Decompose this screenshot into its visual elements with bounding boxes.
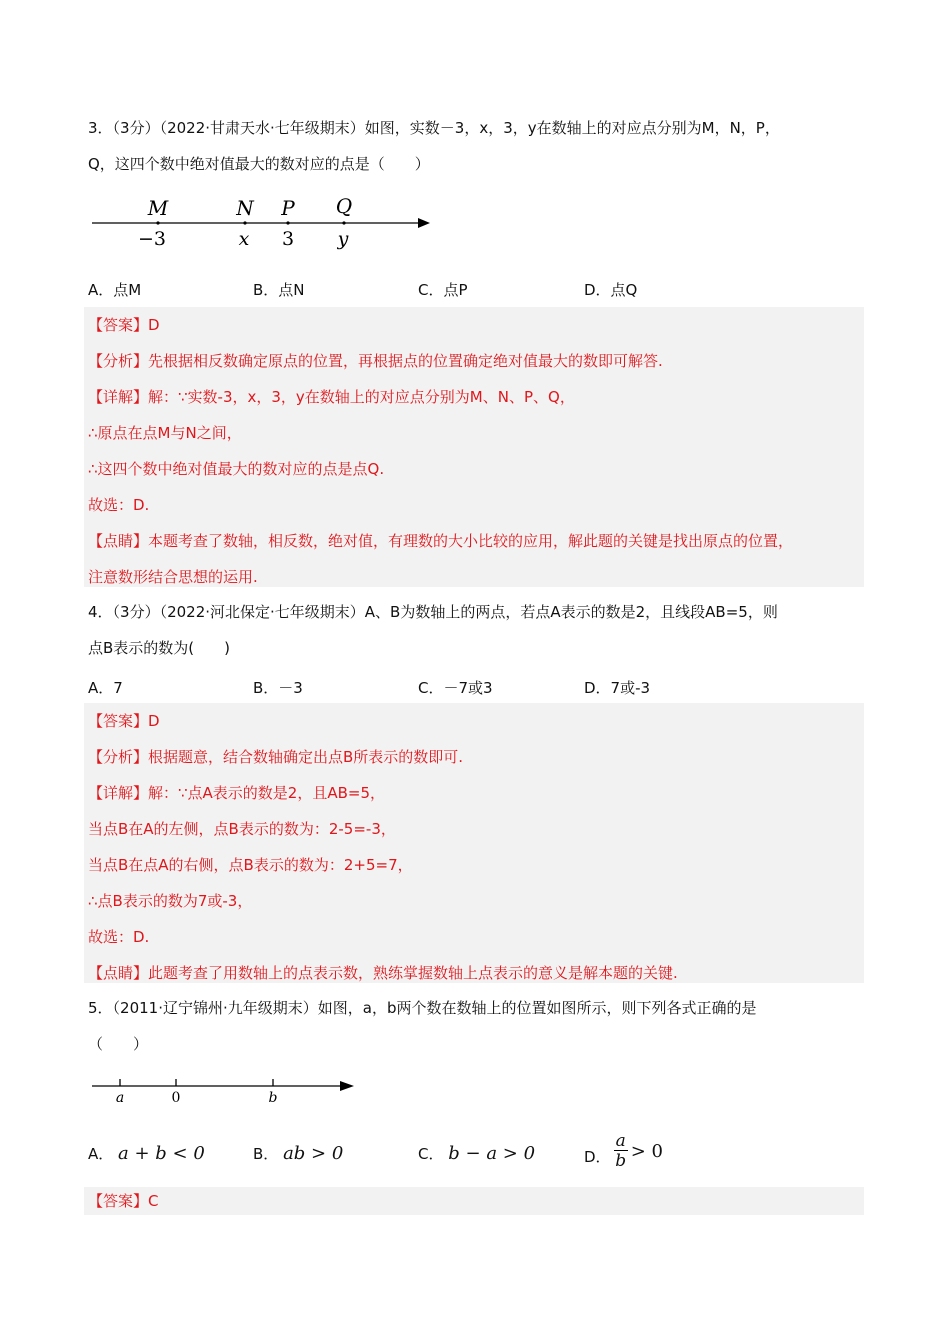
q5-answer: 【答案】C bbox=[88, 1192, 159, 1210]
q4-choice: 故选：D. bbox=[88, 928, 150, 946]
q5-option-a-expr: a + b < 0 bbox=[118, 1143, 205, 1164]
axis-arrow bbox=[418, 218, 430, 228]
axis-arrow bbox=[340, 1081, 354, 1091]
q3-detail-3: ∴这四个数中绝对值最大的数对应的点是点Q. bbox=[88, 460, 385, 478]
q4-line1: 4．（3分）（2022·河北保定·七年级期末）A、B为数轴上的两点，若点A表示的数是2，且线段AB=5，则 bbox=[88, 603, 778, 621]
q5-option-d-relation: > 0 bbox=[630, 1141, 663, 1162]
q5-stem bbox=[88, 990, 868, 1062]
label-x: x bbox=[238, 228, 250, 250]
label-a: a bbox=[115, 1090, 125, 1106]
q3-stem bbox=[88, 110, 868, 182]
q4-option-b[interactable]: B．－3 bbox=[253, 679, 303, 697]
q5-option-b-expr: ab > 0 bbox=[283, 1143, 344, 1164]
q4-stem bbox=[88, 594, 868, 666]
q5-option-d-denominator: b bbox=[615, 1151, 627, 1171]
q4-option-a[interactable]: A．7 bbox=[88, 679, 123, 697]
q5-option-a-label: A． bbox=[88, 1145, 114, 1163]
q3-comment-2: 注意数形结合思想的运用. bbox=[88, 568, 258, 586]
q3-option-a[interactable]: A．点M bbox=[88, 281, 142, 299]
q5-line1: 5．（2011·辽宁锦州·九年级期末）如图，a，b两个数在数轴上的位置如图所示，则下列各式正确的是 bbox=[88, 999, 757, 1017]
q3-detail-2: ∴原点在点M与N之间， bbox=[88, 424, 242, 442]
q3-option-b[interactable]: B．点N bbox=[253, 281, 305, 299]
label-0: 0 bbox=[171, 1090, 181, 1106]
q3-detail: 【详解】解：∵实数-3，x，3，y在数轴上的对应点分别为M、N、P、Q， bbox=[88, 388, 575, 406]
q3-number-line bbox=[88, 190, 438, 252]
q4-line2: 点B表示的数为( ) bbox=[88, 639, 230, 657]
q3-line1: 3．（3分）（2022·甘肃天水·七年级期末）如图，实数－3，x，3，y在数轴上的对应点分别为M，N，P， bbox=[88, 119, 780, 137]
q4-detail-3: 当点B在点A的右侧，点B表示的数为：2+5=7， bbox=[88, 856, 413, 874]
q4-analysis: 【分析】根据题意，结合数轴确定出点B所表示的数即可. bbox=[88, 748, 464, 766]
tick-M bbox=[156, 221, 159, 224]
q3-option-d[interactable]: D．点Q bbox=[584, 281, 638, 299]
q3-answer-box bbox=[84, 307, 864, 587]
tick-Q bbox=[342, 221, 345, 224]
q3-answer: 【答案】D bbox=[88, 316, 160, 334]
q5-option-c[interactable] bbox=[418, 1143, 535, 1164]
q5-option-b[interactable] bbox=[253, 1143, 343, 1164]
q4-detail: 【详解】解：∵点A表示的数是2，且AB=5， bbox=[88, 784, 386, 802]
q5-line2: （ ） bbox=[88, 1035, 149, 1053]
q4-detail-2: 当点B在A的左侧，点B表示的数为：2-5=-3， bbox=[88, 820, 396, 838]
tick-N bbox=[243, 221, 246, 224]
q5-option-d[interactable] bbox=[584, 1132, 663, 1171]
q5-option-c-label: C． bbox=[418, 1145, 444, 1163]
label-Q: Q bbox=[335, 194, 353, 218]
q4-option-d[interactable]: D．7或-3 bbox=[584, 679, 651, 697]
q3-analysis: 【分析】先根据相反数确定原点的位置，再根据点的位置确定绝对值最大的数即可解答. bbox=[88, 352, 663, 370]
label-N: N bbox=[236, 196, 254, 220]
q5-option-b-label: B． bbox=[253, 1145, 279, 1163]
q4-detail-4: ∴点B表示的数为7或-3， bbox=[88, 892, 253, 910]
q5-number-line bbox=[88, 1072, 360, 1108]
label-y: y bbox=[337, 228, 349, 250]
label-M: M bbox=[147, 196, 169, 220]
q5-option-c-expr: b − a > 0 bbox=[448, 1143, 536, 1164]
q5-option-d-numerator: a bbox=[615, 1131, 626, 1151]
label-b: b bbox=[268, 1090, 278, 1106]
q4-option-c[interactable]: C．－7或3 bbox=[418, 679, 493, 697]
label-P: P bbox=[281, 196, 295, 220]
q5-option-d-fraction bbox=[614, 1132, 628, 1171]
q3-comment: 【点睛】本题考查了数轴，相反数，绝对值，有理数的大小比较的应用，解此题的关键是找出原点的位置， bbox=[88, 532, 794, 550]
label-minus3: −3 bbox=[137, 228, 167, 250]
tick-P bbox=[286, 221, 289, 224]
label-3: 3 bbox=[281, 228, 295, 250]
q5-option-a[interactable] bbox=[88, 1143, 205, 1164]
q5-option-d-label: D． bbox=[584, 1148, 611, 1166]
q3-line2: Q，这四个数中绝对值最大的数对应的点是（ ） bbox=[88, 155, 430, 173]
q4-answer: 【答案】D bbox=[88, 712, 160, 730]
q3-choice: 故选：D. bbox=[88, 496, 150, 514]
q4-answer-box bbox=[84, 703, 864, 983]
q5-answer-box bbox=[84, 1187, 864, 1215]
q4-comment: 【点睛】此题考查了用数轴上的点表示数，熟练掌握数轴上点表示的意义是解本题的关键. bbox=[88, 964, 678, 982]
q3-option-c[interactable]: C．点P bbox=[418, 281, 468, 299]
